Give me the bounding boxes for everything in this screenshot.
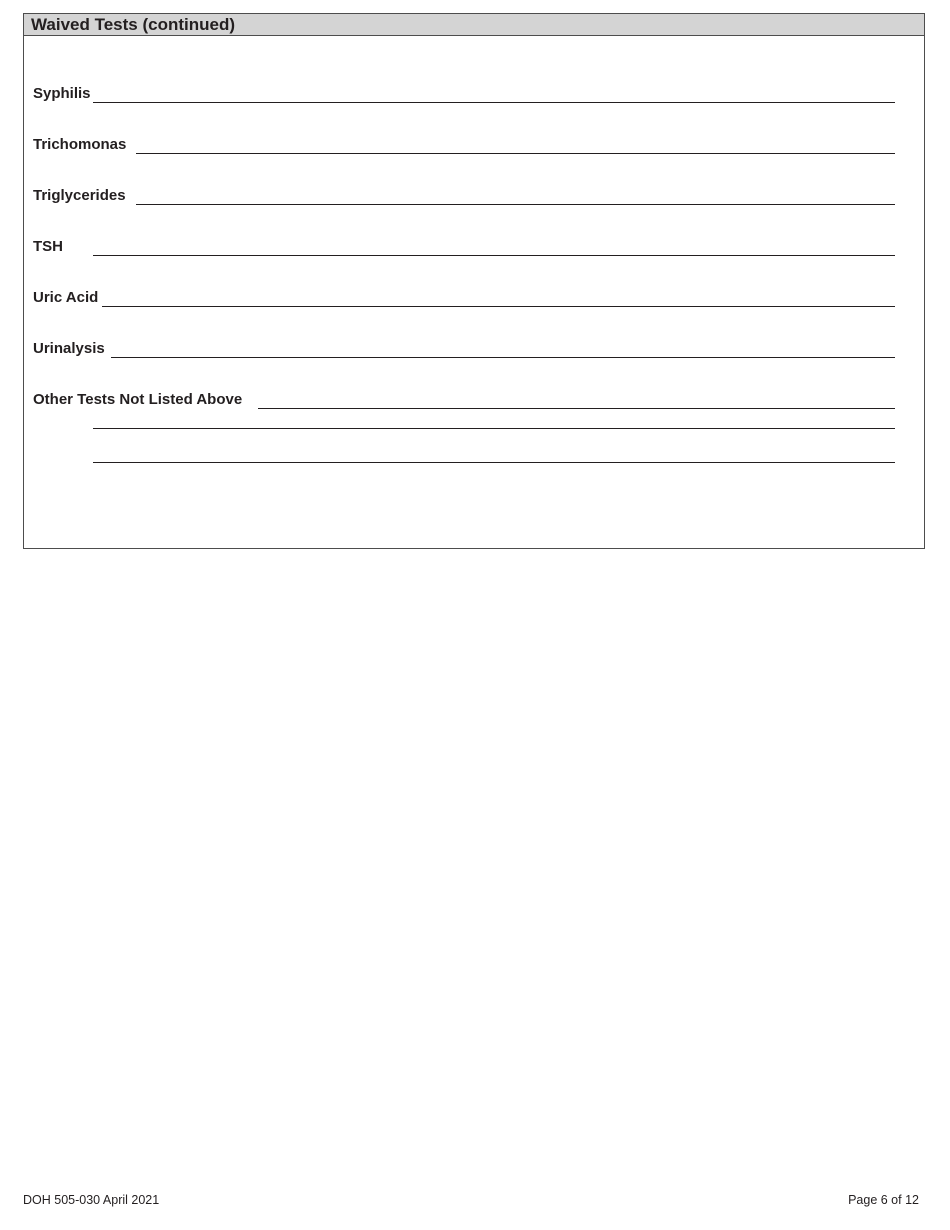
- test-row-uric-acid: [33, 287, 895, 307]
- other-tests-line-2[interactable]: [93, 428, 895, 429]
- test-entry-line[interactable]: [102, 306, 895, 307]
- test-label: Uric Acid: [33, 289, 99, 306]
- other-tests-line-3[interactable]: [93, 462, 895, 463]
- section-title: Waived Tests (continued): [24, 14, 924, 36]
- test-label: Trichomonas: [33, 136, 127, 153]
- test-label: Triglycerides: [33, 187, 126, 204]
- test-row-other: [33, 389, 895, 409]
- test-row-tsh: [33, 236, 895, 256]
- test-entry-line[interactable]: [136, 153, 895, 154]
- waived-tests-section: [23, 13, 925, 549]
- test-label: TSH: [33, 238, 63, 255]
- test-label: Other Tests Not Listed Above: [33, 391, 243, 408]
- test-label: Syphilis: [33, 85, 91, 102]
- page-number: Page 6 of 12: [848, 1193, 919, 1207]
- test-row-urinalysis: [33, 338, 895, 358]
- test-entry-line[interactable]: [111, 357, 895, 358]
- test-entry-line[interactable]: [258, 408, 895, 409]
- test-entry-line[interactable]: [93, 255, 895, 256]
- test-entry-line[interactable]: [136, 204, 895, 205]
- test-row-triglycerides: [33, 185, 895, 205]
- form-id: DOH 505-030 April 2021: [23, 1193, 160, 1207]
- test-entry-line[interactable]: [93, 102, 895, 103]
- test-label: Urinalysis: [33, 340, 105, 357]
- test-row-syphilis: [33, 83, 895, 103]
- test-row-trichomonas: [33, 134, 895, 154]
